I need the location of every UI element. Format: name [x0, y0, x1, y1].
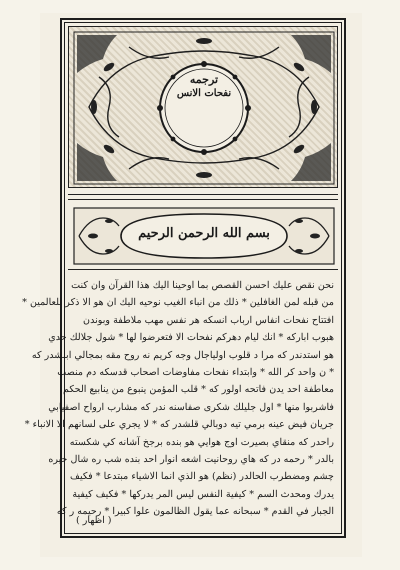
bismillah-heading: بسم الله الرحمن الرحيم — [138, 226, 270, 241]
page-footer — [68, 512, 338, 532]
text-line: راحدر كه منقاي بصيرت اوج هوايي هو بنده برجخ آشانه كي شكسته — [69, 436, 334, 448]
text-line: هو استدندر كه مرا د قلوب اولياجال وجه كريم نه روح مقه بمجالي ابلشدر كه — [31, 349, 334, 361]
catchword: ( اظهار ) — [76, 515, 112, 526]
divider-rule — [68, 199, 338, 200]
ornamental-header-panel — [68, 26, 338, 188]
text-line: نحن نقص عليك احسن القصص بما اوحينا اليك هذا القرآن وان كنت — [71, 280, 334, 291]
book-title — [164, 72, 244, 101]
title-line-1: ترجمه — [189, 73, 219, 86]
title-line-2: نفحات الانس — [176, 88, 232, 99]
text-line: چشم ومضطرب الحالدر (نظم) هو الذي انما الاشياء مبتدعا * فكيف — [70, 471, 334, 483]
header-ornament — [69, 27, 339, 189]
text-line: فاشربوا منها * اول جليلك شكرى صفاسنه ندر كه مشارب ارواح اصفيابي — [48, 401, 334, 413]
text-line: الجبار في القدم * سبحانه عما يقول الظالمون علوا كبيرا * رحيمه ر كه — [56, 506, 334, 518]
divider-rule — [68, 194, 338, 195]
text-line: يدرك ومحدث السم * كيفية النفس ليس المر يدركها * فكيف كيفية — [72, 488, 334, 500]
body-text — [22, 277, 334, 520]
text-line: من قبله لمن الغافلين * ذلك من انباء الغيب نوحيه اليك ان هو الا ذكر للعالمين * — [22, 297, 334, 309]
text-line: بالدر * رحمه در كه هاي روحانيت اشعه انوار احد بنده شب ره شال خيره — [48, 453, 334, 465]
text-line: جريان فيض عينه برمي تيه دوبالي قلشدر كه * لا يجري على لسانهم الا الانباء * — [24, 419, 334, 431]
text-line: معاطفة احد يدن فاتحه اولور كه * قلب المؤمن ينبوع من ينابيع الحكم — [62, 384, 334, 396]
text-line: هبوب ابارکه * انك ليام دهركم نفحات الا فتعرضوا لها * شول جلالك حدي — [48, 332, 334, 344]
text-line: افتتاح نفحات انفاس ارباب انسكه هر نفس مهب ملاطفة وبوندن — [83, 314, 334, 326]
divider-rule — [68, 269, 338, 270]
text-line: * ن واحد كر الله * وابتداء نفحات مفاوضات اصحاب قدسكه دم منصب — [57, 366, 334, 378]
